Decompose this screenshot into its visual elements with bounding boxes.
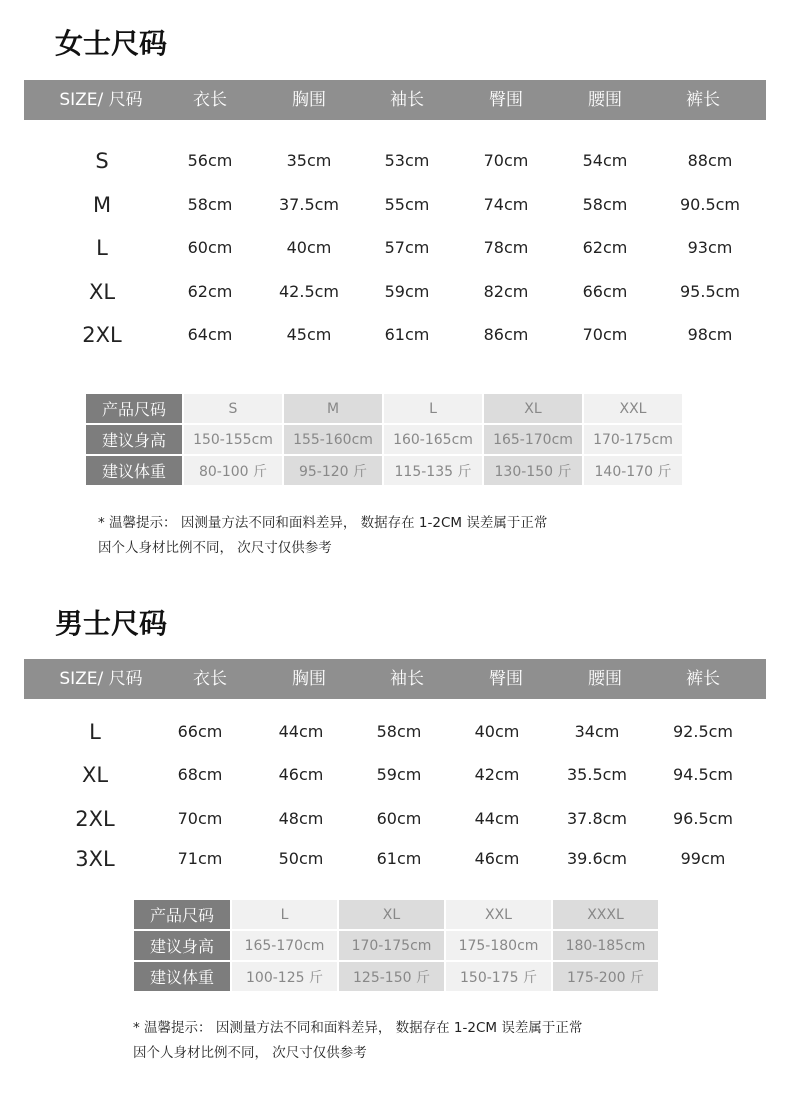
- size-cell: XL: [81, 763, 109, 787]
- value-cell: 90.5cm: [679, 195, 741, 214]
- row-label: 产品尺码: [134, 900, 230, 929]
- value-cell: 56cm: [187, 151, 233, 170]
- value-cell: 70cm: [177, 809, 223, 828]
- weight-cell: 125-150 斤: [339, 962, 444, 991]
- note-line: * 温馨提示： 因测量方法不同和面料差异， 数据存在 1-2CM 误差属于正常: [133, 1020, 583, 1036]
- row-label: 建议体重: [86, 456, 182, 485]
- size-cell: M: [92, 193, 112, 217]
- weight-cell: 95-120 斤: [284, 456, 382, 485]
- value-cell: 78cm: [483, 238, 529, 257]
- value-cell: 99cm: [680, 849, 726, 868]
- size-cell: XXXL: [553, 900, 658, 929]
- note-line: * 温馨提示： 因测量方法不同和面料差异， 数据存在 1-2CM 误差属于正常: [98, 515, 548, 531]
- weight-cell: 115-135 斤: [384, 456, 482, 485]
- height-cell: 175-180cm: [446, 931, 551, 960]
- men-recommendation-table: [132, 898, 660, 993]
- header-hip: 臀围: [489, 669, 523, 689]
- value-cell: 54cm: [582, 151, 628, 170]
- height-cell: 160-165cm: [384, 425, 482, 454]
- size-cell: XXL: [584, 394, 682, 423]
- value-cell: 40cm: [474, 722, 520, 741]
- value-cell: 95.5cm: [679, 282, 741, 301]
- women-recommendation-table: [84, 392, 684, 487]
- size-cell: L: [384, 394, 482, 423]
- value-cell: 42.5cm: [278, 282, 340, 301]
- value-cell: 92.5cm: [672, 722, 734, 741]
- weight-cell: 150-175 斤: [446, 962, 551, 991]
- size-cell: XL: [88, 280, 116, 304]
- value-cell: 62cm: [187, 282, 233, 301]
- header-hip: 臀围: [489, 90, 523, 110]
- height-cell: 170-175cm: [339, 931, 444, 960]
- value-cell: 58cm: [376, 722, 422, 741]
- size-cell: S: [184, 394, 282, 423]
- value-cell: 35.5cm: [566, 765, 628, 784]
- value-cell: 42cm: [474, 765, 520, 784]
- header-length: 衣长: [193, 90, 227, 110]
- size-cell: XXL: [446, 900, 551, 929]
- value-cell: 88cm: [687, 151, 733, 170]
- value-cell: 58cm: [582, 195, 628, 214]
- value-cell: 53cm: [384, 151, 430, 170]
- value-cell: 98cm: [687, 325, 733, 344]
- women-size-table-header: [24, 80, 766, 120]
- value-cell: 46cm: [278, 765, 324, 784]
- size-cell: L: [89, 720, 101, 744]
- size-cell: S: [95, 149, 109, 173]
- header-length: 衣长: [193, 669, 227, 689]
- size-cell: XL: [484, 394, 582, 423]
- men-note: [133, 1016, 582, 1066]
- table-row: [0, 146, 790, 176]
- table-row: [0, 804, 790, 834]
- table-row: [86, 394, 682, 423]
- header-sleeve: 袖长: [390, 90, 424, 110]
- value-cell: 64cm: [187, 325, 233, 344]
- table-row: [134, 900, 658, 929]
- value-cell: 57cm: [384, 238, 430, 257]
- size-cell: 2XL: [75, 807, 115, 831]
- value-cell: 74cm: [483, 195, 529, 214]
- header-size: SIZE/ 尺码: [59, 90, 143, 110]
- size-cell: L: [96, 236, 108, 260]
- header-pants-length: 裤长: [686, 669, 720, 689]
- size-cell: M: [284, 394, 382, 423]
- table-row: [0, 760, 790, 790]
- value-cell: 66cm: [177, 722, 223, 741]
- size-cell: XL: [339, 900, 444, 929]
- header-sleeve: 袖长: [390, 669, 424, 689]
- value-cell: 48cm: [278, 809, 324, 828]
- height-cell: 165-170cm: [484, 425, 582, 454]
- header-chest: 胸围: [292, 90, 326, 110]
- value-cell: 55cm: [384, 195, 430, 214]
- weight-cell: 130-150 斤: [484, 456, 582, 485]
- size-cell: 2XL: [82, 323, 122, 347]
- table-row: [0, 844, 790, 874]
- table-row: [134, 931, 658, 960]
- value-cell: 60cm: [376, 809, 422, 828]
- value-cell: 44cm: [474, 809, 520, 828]
- value-cell: 82cm: [483, 282, 529, 301]
- table-row: [86, 456, 682, 485]
- height-cell: 165-170cm: [232, 931, 337, 960]
- value-cell: 60cm: [187, 238, 233, 257]
- header-waist: 腰围: [588, 669, 622, 689]
- value-cell: 59cm: [376, 765, 422, 784]
- table-row: [0, 277, 790, 307]
- value-cell: 59cm: [384, 282, 430, 301]
- value-cell: 61cm: [376, 849, 422, 868]
- value-cell: 94.5cm: [672, 765, 734, 784]
- table-row: [0, 233, 790, 263]
- height-cell: 150-155cm: [184, 425, 282, 454]
- men-size-table-header: [24, 659, 766, 699]
- weight-cell: 100-125 斤: [232, 962, 337, 991]
- value-cell: 45cm: [286, 325, 332, 344]
- table-row: [0, 320, 790, 350]
- value-cell: 86cm: [483, 325, 529, 344]
- row-label: 产品尺码: [86, 394, 182, 423]
- women-size-title: 女士尺码: [55, 27, 168, 60]
- value-cell: 58cm: [187, 195, 233, 214]
- row-label: 建议身高: [134, 931, 230, 960]
- value-cell: 61cm: [384, 325, 430, 344]
- value-cell: 40cm: [286, 238, 332, 257]
- table-row: [0, 717, 790, 747]
- value-cell: 34cm: [574, 722, 620, 741]
- men-size-title: 男士尺码: [55, 607, 168, 640]
- height-cell: 155-160cm: [284, 425, 382, 454]
- value-cell: 71cm: [177, 849, 223, 868]
- value-cell: 66cm: [582, 282, 628, 301]
- value-cell: 62cm: [582, 238, 628, 257]
- header-waist: 腰围: [588, 90, 622, 110]
- value-cell: 68cm: [177, 765, 223, 784]
- header-size: SIZE/ 尺码: [59, 669, 143, 689]
- row-label: 建议体重: [134, 962, 230, 991]
- value-cell: 93cm: [687, 238, 733, 257]
- women-note: [98, 511, 547, 561]
- height-cell: 170-175cm: [584, 425, 682, 454]
- size-cell: 3XL: [75, 847, 115, 871]
- size-cell: L: [232, 900, 337, 929]
- value-cell: 44cm: [278, 722, 324, 741]
- weight-cell: 140-170 斤: [584, 456, 682, 485]
- value-cell: 50cm: [278, 849, 324, 868]
- table-row: [0, 190, 790, 220]
- value-cell: 70cm: [582, 325, 628, 344]
- note-line: 因个人身材比例不同， 次尺寸仅供参考: [98, 540, 332, 556]
- height-cell: 180-185cm: [553, 931, 658, 960]
- header-chest: 胸围: [292, 669, 326, 689]
- weight-cell: 175-200 斤: [553, 962, 658, 991]
- value-cell: 35cm: [286, 151, 332, 170]
- table-row: [86, 425, 682, 454]
- value-cell: 37.5cm: [278, 195, 340, 214]
- value-cell: 46cm: [474, 849, 520, 868]
- value-cell: 96.5cm: [672, 809, 734, 828]
- value-cell: 37.8cm: [566, 809, 628, 828]
- weight-cell: 80-100 斤: [184, 456, 282, 485]
- value-cell: 39.6cm: [566, 849, 628, 868]
- row-label: 建议身高: [86, 425, 182, 454]
- note-line: 因个人身材比例不同， 次尺寸仅供参考: [133, 1045, 367, 1061]
- value-cell: 70cm: [483, 151, 529, 170]
- table-row: [134, 962, 658, 991]
- header-pants-length: 裤长: [686, 90, 720, 110]
